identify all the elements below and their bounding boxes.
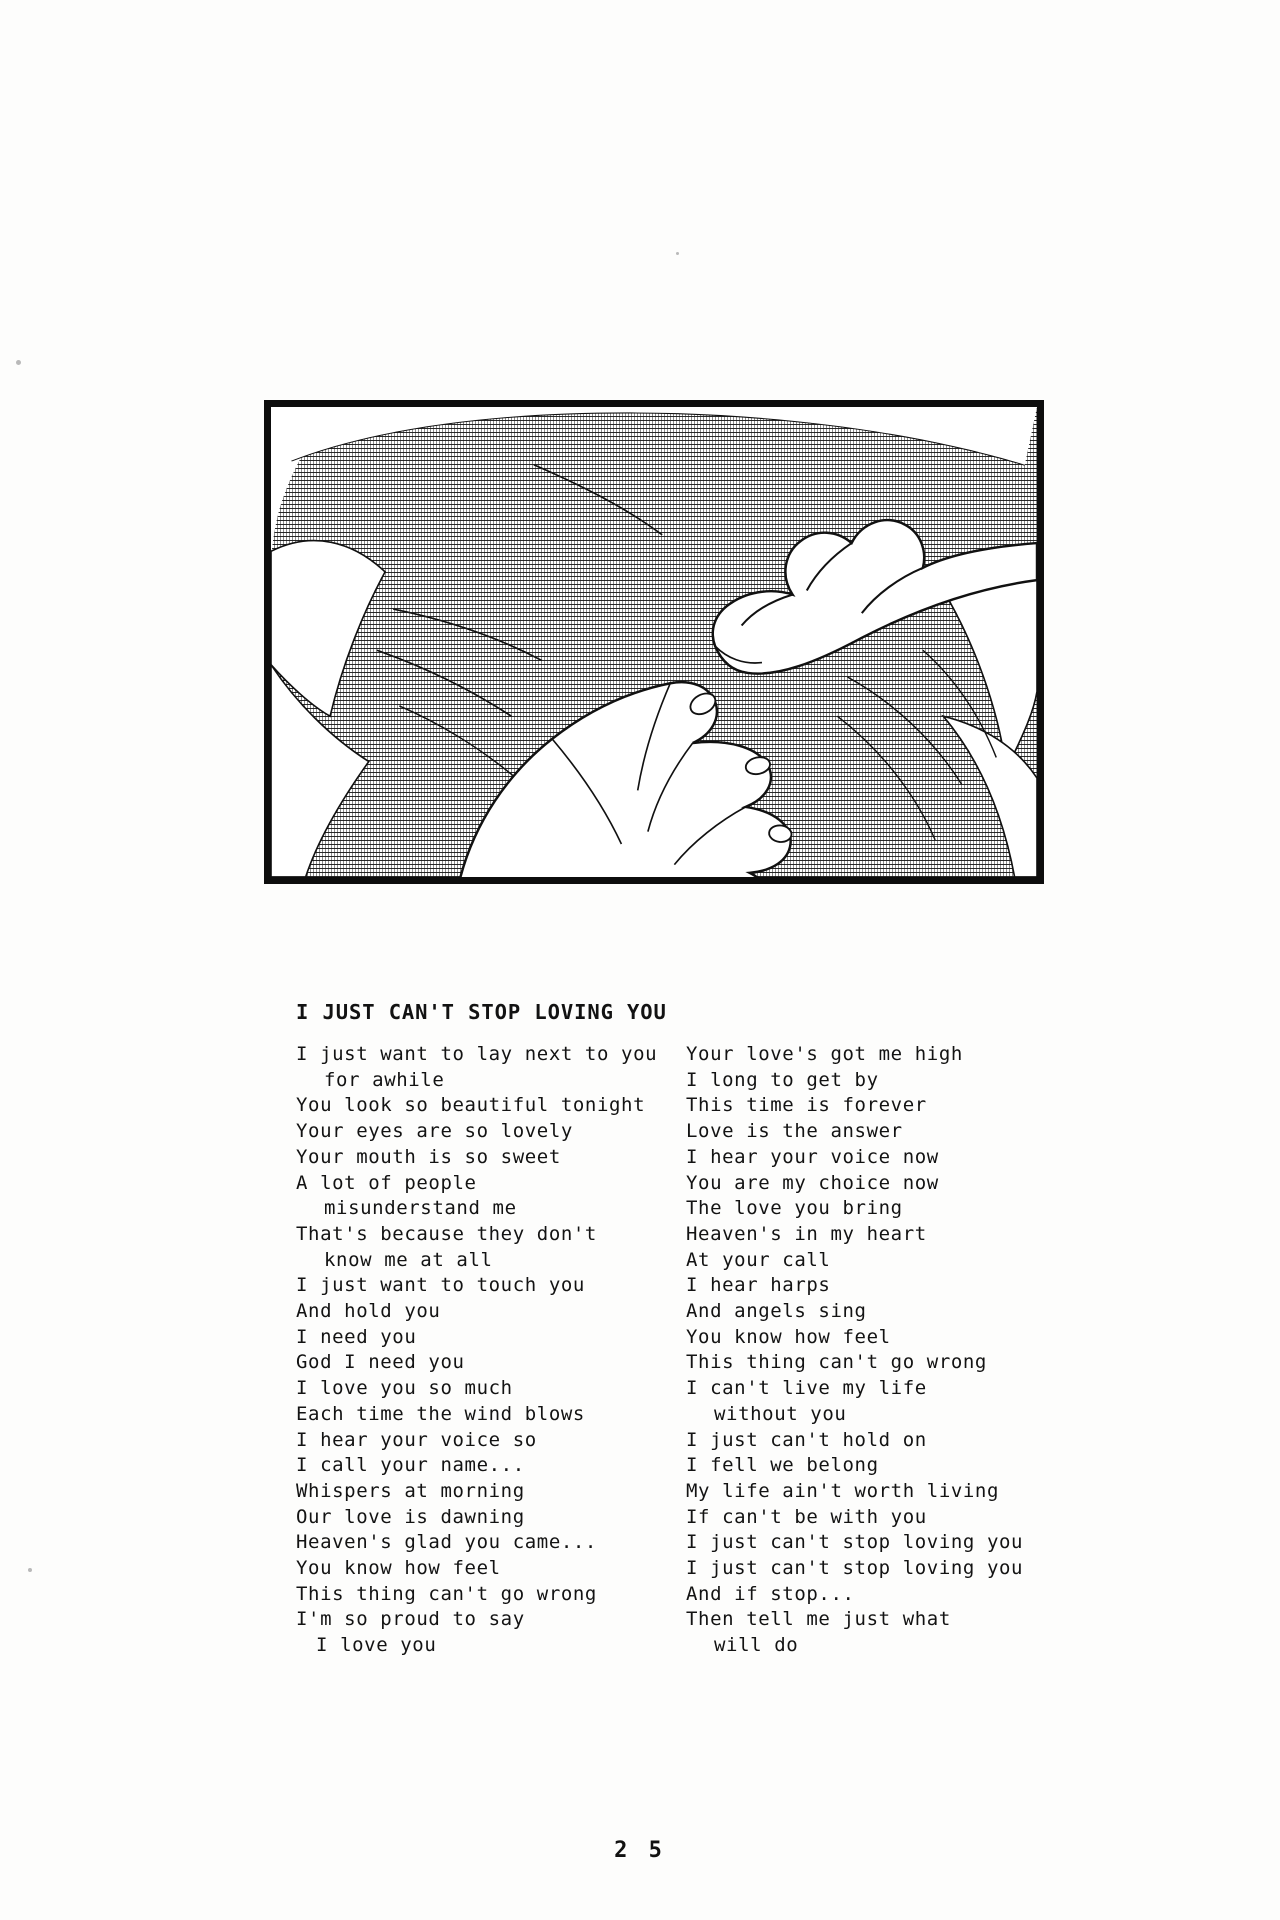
lyric-line: Heaven's glad you came... bbox=[296, 1531, 597, 1554]
illustration-panel bbox=[264, 400, 1044, 884]
lyric-line: I need you bbox=[296, 1325, 417, 1348]
lyric-line: know me at all bbox=[324, 1248, 493, 1271]
lyric-line: I'm so proud to say bbox=[296, 1608, 525, 1631]
illustration-inner bbox=[271, 407, 1037, 877]
paper-speck bbox=[16, 360, 21, 365]
lyric-line: Then tell me just what bbox=[686, 1608, 951, 1631]
lyric-line: That's because they don't bbox=[296, 1222, 597, 1245]
lyric-line: I just want to lay next to you bbox=[296, 1043, 658, 1065]
lyric-line: without you bbox=[714, 1402, 847, 1425]
page-number: 2 5 bbox=[614, 1838, 666, 1863]
lyric-line: I hear your voice so bbox=[296, 1428, 537, 1451]
lyric-line: You know how feel bbox=[686, 1325, 891, 1348]
lyric-line: And hold you bbox=[296, 1300, 441, 1323]
lyric-line: Whispers at morning bbox=[296, 1479, 525, 1502]
lyric-line: I just can't stop loving you bbox=[686, 1531, 1024, 1554]
paper-speck bbox=[676, 252, 679, 255]
lyric-line: This thing can't go wrong bbox=[296, 1582, 597, 1605]
lyric-line: I fell we belong bbox=[686, 1454, 879, 1477]
lyric-line: Your eyes are so lovely bbox=[296, 1120, 573, 1143]
lyric-line: Your mouth is so sweet bbox=[296, 1145, 561, 1168]
lyrics-column-left bbox=[296, 1042, 686, 1659]
lyric-line: You know how feel bbox=[296, 1557, 501, 1580]
lyric-line: Your love's got me high bbox=[686, 1043, 963, 1065]
lyric-line: I call your name... bbox=[296, 1454, 525, 1477]
paper-speck bbox=[28, 1568, 32, 1572]
lyric-line: This thing can't go wrong bbox=[686, 1351, 987, 1374]
lyric-line: You are my choice now bbox=[686, 1171, 939, 1194]
lyrics-block bbox=[296, 1042, 1056, 1659]
lyric-line: for awhile bbox=[324, 1068, 445, 1091]
lyric-line: You look so beautiful tonight bbox=[296, 1094, 646, 1117]
lyric-line: I just can't stop loving you bbox=[686, 1557, 1024, 1580]
lyric-line: My life ain't worth living bbox=[686, 1479, 1000, 1502]
hands-drawing bbox=[271, 407, 1037, 877]
lyric-line: I just can't hold on bbox=[686, 1428, 927, 1451]
lyric-line: A lot of people bbox=[296, 1171, 477, 1194]
lyric-line: misunderstand me bbox=[324, 1197, 517, 1220]
lyric-line: If can't be with you bbox=[686, 1505, 927, 1528]
lyric-line: Heaven's in my heart bbox=[686, 1222, 927, 1245]
lyric-line: And if stop... bbox=[686, 1582, 855, 1605]
lyric-line: This time is forever bbox=[686, 1094, 927, 1117]
lyric-line: I love you so much bbox=[296, 1377, 513, 1400]
lyric-line: Love is the answer bbox=[686, 1120, 903, 1143]
lyric-line: At your call bbox=[686, 1248, 831, 1271]
lyric-line: I hear harps bbox=[686, 1274, 831, 1297]
song-title: I JUST CAN'T STOP LOVING YOU bbox=[296, 1000, 667, 1024]
lyric-line: I hear your voice now bbox=[686, 1145, 939, 1168]
lyric-line: The love you bring bbox=[686, 1197, 903, 1220]
lyric-line: God I need you bbox=[296, 1351, 465, 1374]
lyric-line: I just want to touch you bbox=[296, 1274, 585, 1297]
lyric-line: Our love is dawning bbox=[296, 1505, 525, 1528]
lyrics-column-right bbox=[686, 1042, 1056, 1659]
lyric-line: Each time the wind blows bbox=[296, 1402, 585, 1425]
lyric-line: I can't live my life bbox=[686, 1377, 927, 1400]
lyric-line: I love you bbox=[316, 1634, 437, 1657]
lyric-line: I long to get by bbox=[686, 1068, 879, 1091]
lyric-line: And angels sing bbox=[686, 1300, 867, 1323]
lyric-line: will do bbox=[714, 1634, 799, 1657]
